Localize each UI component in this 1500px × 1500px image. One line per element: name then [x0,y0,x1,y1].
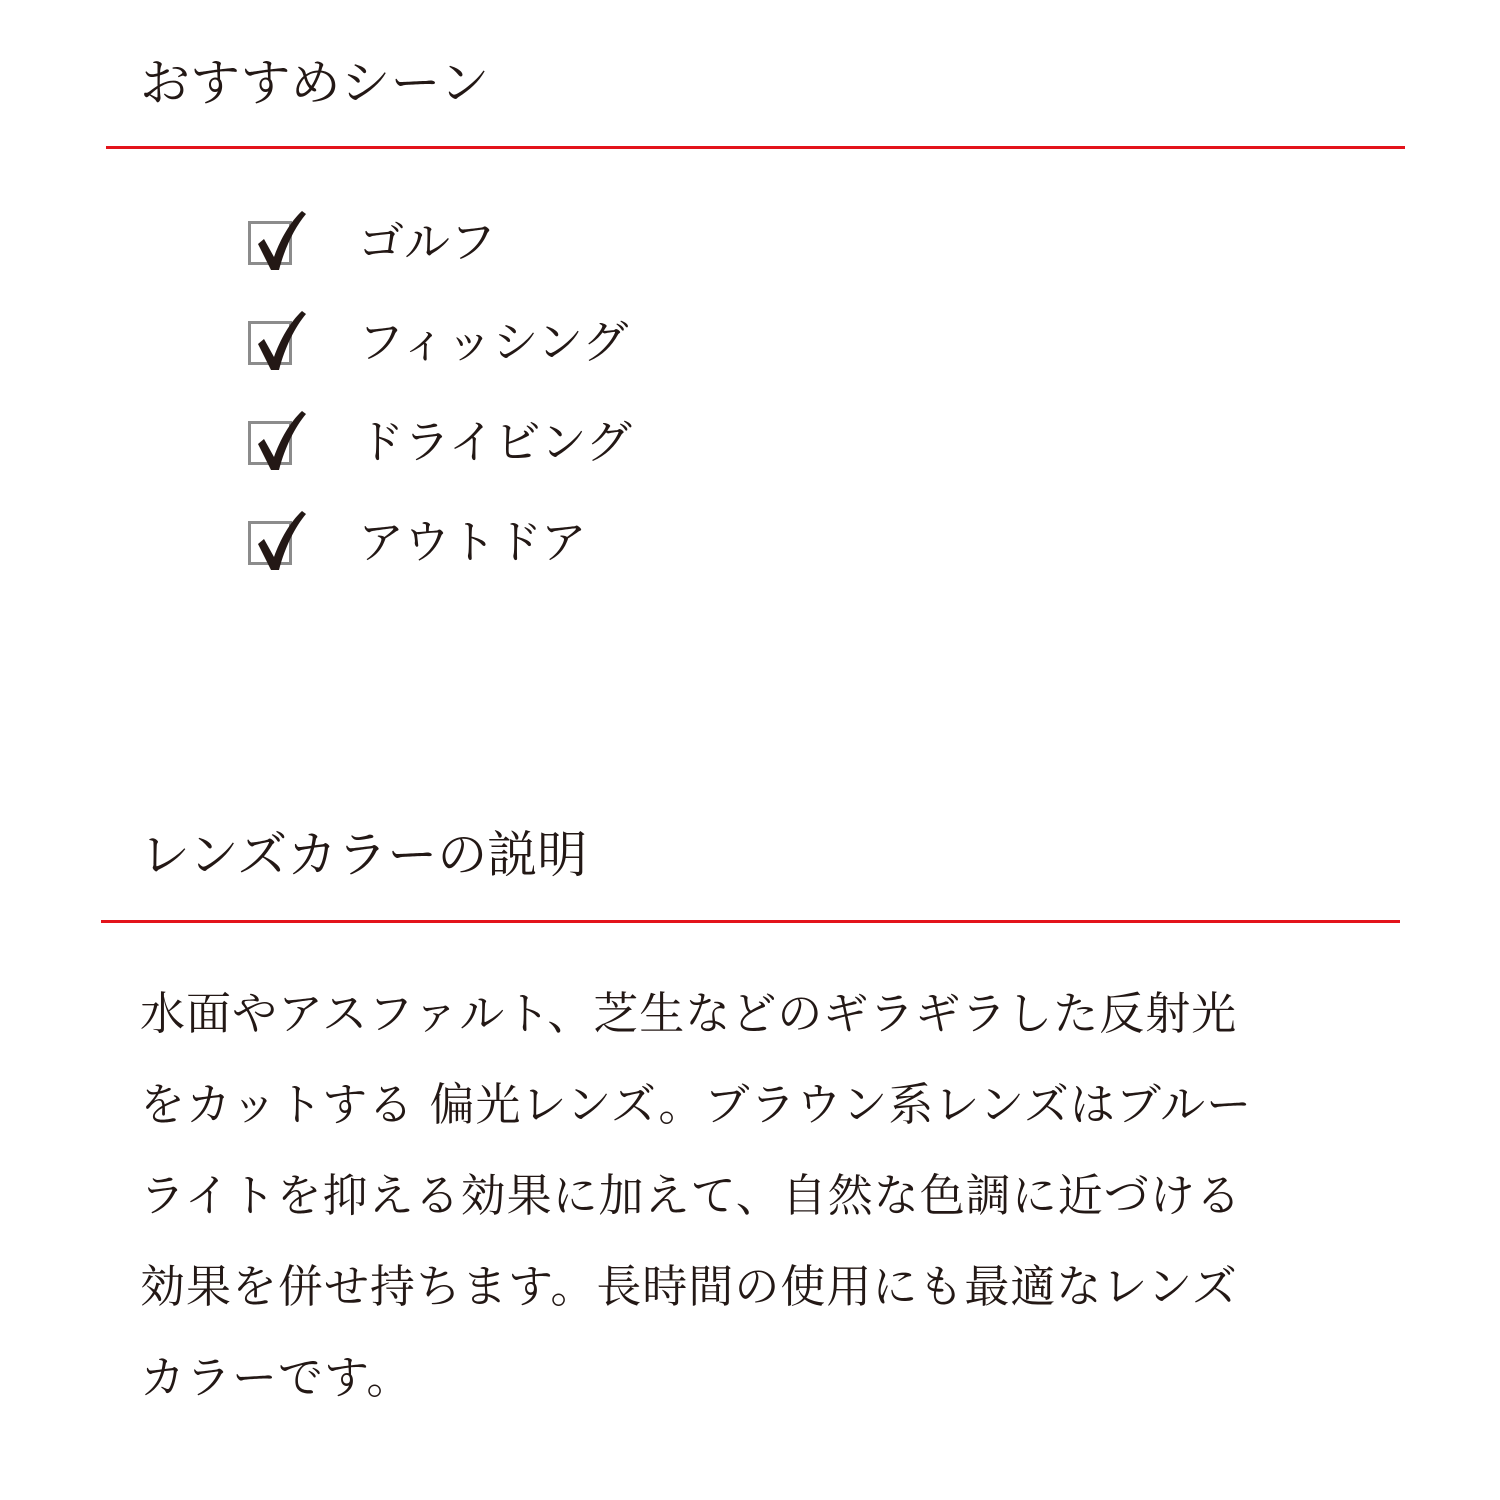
description-line: 水面やアスファルト、芝生などのギラギラした反射光 [140,987,1238,1040]
checkbox-golf[interactable] [248,221,292,265]
lens-divider [101,920,1400,923]
check-mark-icon [255,310,307,372]
scene-item-outdoor [248,505,848,605]
scene-label-fishing: フィッシング [358,315,629,369]
check-mark-icon [255,510,307,572]
scene-item-driving [248,405,848,505]
scene-label-driving: ドライビング [358,415,632,469]
lens-description [140,968,1360,1423]
scene-label-golf: ゴルフ [358,215,496,269]
scene-label-outdoor: アウトドア [358,515,587,569]
checkbox-fishing[interactable] [248,321,292,365]
checkbox-driving[interactable] [248,421,292,465]
checkbox-outdoor[interactable] [248,521,292,565]
scene-item-golf [248,205,848,305]
scenes-divider [106,146,1405,149]
scene-item-fishing [248,305,848,405]
check-mark-icon [255,410,307,472]
check-mark-icon [255,210,307,272]
scene-list [248,205,848,605]
description-line: をカットする 偏光レンズ。ブラウン系レンズはブルー [140,1078,1253,1131]
description-line: カラーです。 [140,1351,413,1404]
description-line: 効果を併せ持ちます。長時間の使用にも最適なレンズ [140,1260,1238,1313]
lens-section-title: レンズカラーの説明 [140,826,588,884]
description-line: ライトを抑える効果に加えて、自然な色調に近づける [140,1169,1242,1222]
scenes-section-title: おすすめシーン [140,54,490,112]
